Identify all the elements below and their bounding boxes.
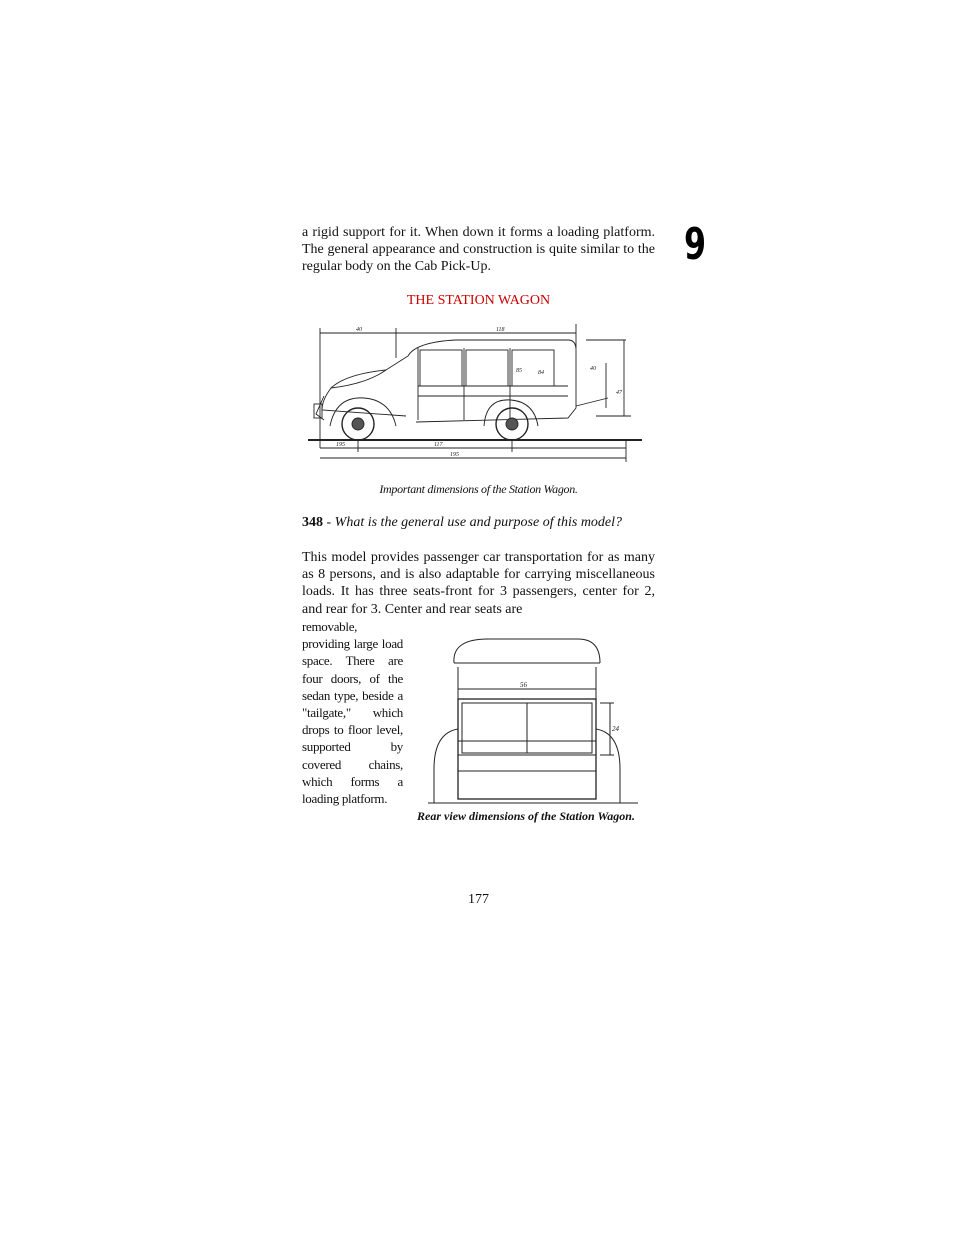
question [302, 515, 655, 531]
question-separator: - [323, 515, 335, 530]
answer-paragraph: This model provides passenger car transportation for as many as 8 persons, and is also adaptable for carrying miscellaneous loads. It has three seats-front for 3 passengers, center for 2, and rear for 3. Center and rear seats are [302, 550, 655, 617]
question-text: What is the general use and purpose of this model? [334, 515, 623, 530]
dim-label: 56 [520, 681, 527, 689]
dim-label: 195 [336, 442, 345, 448]
answer-paragraph-continued: removable, providing large load space. There are four doors, of the sedan type, beside a "tailgate," which drops to floor level, supported by covered chains, which forms a loading platform. [302, 619, 403, 807]
dim-label: 118 [496, 327, 505, 333]
dim-label: 40 [356, 327, 362, 333]
question-number: 348 [302, 515, 323, 530]
dim-label: 47 [616, 390, 622, 396]
paragraph-continued: a rigid support for it. When down it forms a loading platform. The general appearance and construction is quite similar to the regular body on the Cab Pick-Up. [302, 225, 655, 275]
figure-caption: Rear view dimensions of the Station Wagon. [417, 809, 635, 823]
section-title: THE STATION WAGON [406, 293, 551, 308]
station-wagon-side-drawing [306, 318, 646, 466]
dim-label: 117 [434, 442, 443, 448]
page-number: 177 [468, 892, 489, 907]
dim-label: 195 [450, 452, 459, 458]
dim-label: 40 [590, 366, 596, 372]
dim-label: 84 [538, 370, 544, 376]
station-wagon-rear-drawing [428, 633, 640, 809]
chapter-number: 9 [684, 219, 707, 270]
figure-caption: Important dimensions of the Station Wagon. [379, 482, 578, 496]
dim-label: 85 [516, 368, 522, 374]
dim-label: 24 [612, 725, 619, 733]
